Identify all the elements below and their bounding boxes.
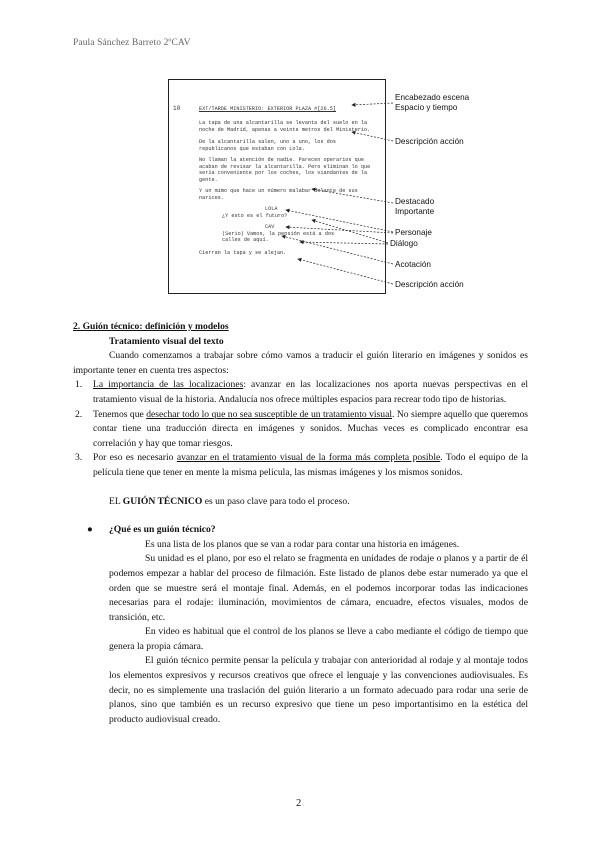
list-underlined: La importancia de las localizaciones bbox=[93, 379, 244, 391]
script-line: narices. bbox=[199, 194, 224, 201]
annotation-dialogue: Diálogo bbox=[390, 239, 418, 248]
arrow-scene-header bbox=[352, 103, 393, 105]
list-text: : avanzar en las localizaciones nos aporta nuevas perspectivas en el tratamiento visual de la historia. Andalucía nos ofrece múltiples espacios para recrear todo tipo de historias. bbox=[93, 379, 528, 405]
arrow-stage-direction bbox=[282, 236, 393, 264]
key-sentence: EL GUIÓN TÉCNICO es un paso clave para todo el proceso. bbox=[109, 495, 350, 507]
bullet-paragraphs bbox=[73, 538, 528, 728]
list-text: Por eso es necesario bbox=[93, 452, 177, 464]
dialogue-line: calles de aquí. bbox=[222, 237, 269, 243]
script-line: gente. bbox=[199, 176, 218, 183]
bullet-dot: ● bbox=[87, 524, 93, 536]
arrow-highlight bbox=[312, 189, 393, 203]
list-text: . No siempre aquello que queremos contar tiene una traducción directa en imágenes y sonidos. Muchas veces es complicado encontrar esa correlación y hay que tomar riesgos. bbox=[93, 408, 528, 449]
dialogue-line: ¿Y esto es el futuro? bbox=[222, 212, 288, 219]
scene-number: 10 bbox=[173, 105, 181, 112]
bullet-item bbox=[73, 523, 528, 538]
list-underlined: avanzar en el tratamiento visual de la forma más completa posible bbox=[176, 452, 441, 464]
dialogue-line: (Serio) Vamos, la pensión está a dos bbox=[222, 230, 335, 237]
arrow-character-2 bbox=[286, 227, 393, 233]
page-header-author: Paula Sánchez Barreto 2ºCAV bbox=[73, 38, 191, 48]
paragraph: El guión técnico permite pensar la película y trabajar con anterioridad al rodaje y al montaje todos los elementos expresivos y recursos creativos que ofrece el lenguaje y las convenciones audiovisuales. Es decir, no es simplemente una traslación del guión literario a un formato adecuado para rodar una serie de planos, sino que también es un recurso expresivo que tiene un peso importantísimo en la estética del producto audiovisual creado. bbox=[109, 655, 528, 725]
page-number: 2 bbox=[296, 798, 302, 809]
arrow-action bbox=[352, 132, 393, 141]
script-line: Cierran la tapa y se alejan. bbox=[199, 250, 287, 256]
list-item bbox=[73, 408, 528, 452]
script-line-highlight: Y un mimo que hace un número malabar delante de sus bbox=[199, 188, 358, 194]
list-underlined: desechar todo lo que no sea susceptible de un tratamiento visual bbox=[146, 408, 393, 420]
section-title: 2. Guión técnico: definición y modelos bbox=[73, 321, 229, 332]
script-line: De la alcantarilla salen, uno a uno, los dos bbox=[199, 139, 336, 145]
section-subtitle: Tratamiento visual del texto bbox=[109, 335, 224, 347]
annotation-action-description-2: Descripción acción bbox=[395, 280, 464, 289]
annotation-action-description: Descripción acción bbox=[395, 137, 464, 146]
section-body bbox=[73, 320, 528, 727]
arrow-character-1 bbox=[286, 210, 393, 232]
list-text: Tenemos que bbox=[93, 408, 147, 420]
annotation-highlight: Destacado Importante bbox=[395, 197, 435, 216]
intro-paragraph: Cuando comenzamos a trabajar sobre cómo vamos a traducir el guión literario en imágenes y sonidos es importante tener en cuenta tres aspectos: bbox=[73, 350, 528, 376]
script-line: sería conveniente por los coches, los viandantes de la bbox=[199, 170, 368, 176]
annotation-stage-direction: Acotación bbox=[395, 260, 431, 269]
character-name: LOLA bbox=[265, 206, 278, 212]
list-number: 2. bbox=[75, 408, 83, 420]
list-number: 3. bbox=[75, 452, 83, 464]
script-line: republicanos que estaban con Lola. bbox=[199, 145, 305, 152]
list-text: . Todo el equipo de la película tiene que tener en mente la misma película, las mismas imágenes y los mismos sonidos. bbox=[93, 452, 529, 478]
list-number: 1. bbox=[75, 379, 83, 391]
arrow-action-2 bbox=[298, 259, 393, 284]
script-line: noche de Madrid, apenas a veinte metros del Ministerio. bbox=[199, 126, 371, 133]
script-line: acaban de revisar la alcantarilla. Pero eliminan lo que bbox=[199, 163, 371, 170]
annotation-character: Personaje bbox=[395, 228, 432, 237]
character-name: CAV bbox=[265, 224, 275, 230]
script-line: No llaman la atención de nadie. Parecen operarios que bbox=[199, 157, 364, 163]
scene-heading: EXT/TARDE MINISTERIO: EXTERIOR PLAZA #[26.5] bbox=[199, 106, 336, 112]
paragraph: En video es habitual que el control de los planos se lleve a cabo mediante el código de tiempo que genera la propia cámara. bbox=[109, 626, 528, 652]
paragraph: Su unidad es el plano, por eso el relato se fragmenta en unidades de rodaje o planos y a partir de él podemos empezar a hablar del proceso de filmación. Este listado de planos debe estar numerado ya que el orden que se muestre será el montaje final. Además, en el podemos incorporar todas las indicaciones necesarias para el rodaje: iluminación, movimientos de cámara, encuadre, efectos visuales, modos de transición, etc. bbox=[109, 553, 528, 623]
annotation-scene-header: Encabezado escena Espacio y tiempo bbox=[395, 93, 470, 112]
list-item bbox=[73, 378, 528, 407]
paragraph: Es una lista de los planos que se van a rodar para contar una historia en imágenes. bbox=[145, 538, 460, 550]
bullet-title: ¿Qué es un guión técnico? bbox=[109, 524, 216, 536]
list-item bbox=[73, 451, 528, 480]
script-line: La tapa de una alcantarilla se levanta del suelo en la bbox=[199, 120, 368, 126]
